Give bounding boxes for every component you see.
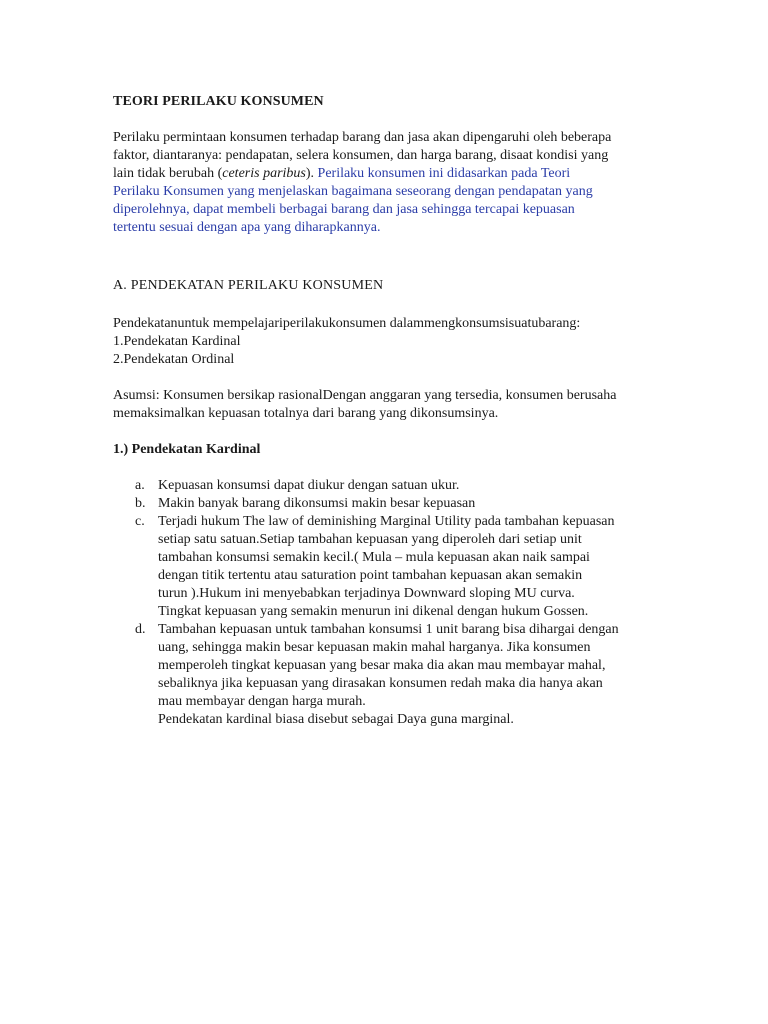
list-item-line: mau membayar dengan harga murah. bbox=[158, 694, 366, 709]
list-item-line: Pendekatan kardinal biasa disebut sebagai Daya guna marginal. bbox=[158, 712, 514, 727]
list-marker: b. bbox=[135, 496, 146, 511]
intro-paragraph bbox=[113, 129, 661, 237]
list-item-line: Tingkat kepuasan yang semakin menurun ini dikenal dengan hukum Gossen. bbox=[158, 604, 589, 619]
list-item-line: memperoleh tingkat kepuasan yang besar maka dia akan mau membayar mahal, bbox=[158, 658, 606, 673]
assumption-line: memaksimalkan kepuasan totalnya dari barang yang dikonsumsinya. bbox=[113, 406, 499, 421]
document-title: TEORI PERILAKU KONSUMEN bbox=[113, 94, 324, 109]
list-item bbox=[113, 477, 661, 495]
intro-line: diperolehnya, dapat membeli berbagai barang dan jasa sehingga tercapai kepuasan bbox=[113, 202, 575, 217]
list-item-line: Makin banyak barang dikonsumsi makin besar kepuasan bbox=[158, 496, 476, 511]
section-a-heading: A. PENDEKATAN PERILAKU KONSUMEN bbox=[113, 278, 384, 293]
kardinal-list bbox=[113, 477, 661, 729]
intro-italic-term: ceteris paribus bbox=[222, 166, 306, 181]
approach-lead: Pendekatanuntuk mempelajariperilakukonsumen dalammengkonsumsisuatubarang: bbox=[113, 316, 581, 331]
list-item-line: dengan titik tertentu atau saturation point tambahan kepuasan akan semakin bbox=[158, 568, 583, 583]
list-item-line: uang, sehingga makin besar kepuasan makin mahal harganya. Jika konsumen bbox=[158, 640, 591, 655]
intro-blue-text: Perilaku konsumen ini didasarkan pada Teori bbox=[314, 166, 571, 181]
list-item-line: Terjadi hukum The law of deminishing Marginal Utility pada tambahan kepuasan bbox=[158, 514, 615, 529]
intro-line: Perilaku Konsumen yang menjelaskan bagaimana seseorang dengan pendapatan yang bbox=[113, 184, 593, 199]
list-marker: c. bbox=[135, 514, 145, 529]
list-item bbox=[113, 621, 661, 729]
intro-line: faktor, diantaranya: pendapatan, selera konsumen, dan harga barang, disaat kondisi yang bbox=[113, 148, 609, 163]
intro-text: ). bbox=[305, 166, 315, 181]
list-item-line: tambahan konsumsi semakin kecil.( Mula – mula kepuasan akan naik sampai bbox=[158, 550, 590, 565]
list-item-line: setiap satu satuan.Setiap tambahan kepuasan yang diperoleh dari setiap unit bbox=[158, 532, 582, 547]
list-item bbox=[113, 513, 661, 621]
list-item-line: Tambahan kepuasan untuk tambahan konsumsi 1 unit barang bisa dihargai dengan bbox=[158, 622, 619, 637]
intro-line: Perilaku permintaan konsumen terhadap barang dan jasa akan dipengaruhi oleh beberapa bbox=[113, 130, 612, 145]
assumption-line: Asumsi: Konsumen bersikap rasionalDengan anggaran yang tersedia, konsumen berusaha bbox=[113, 388, 617, 403]
approach-item-1: 1.Pendekatan Kardinal bbox=[113, 334, 241, 349]
list-marker: a. bbox=[135, 478, 145, 493]
list-item-line: turun ).Hukum ini menyebabkan terjadinya Downward sloping MU curva. bbox=[158, 586, 575, 601]
document-page bbox=[113, 93, 661, 729]
intro-line bbox=[113, 165, 661, 183]
intro-line: tertentu sesuai dengan apa yang diharapkannya. bbox=[113, 220, 381, 235]
list-item bbox=[113, 495, 661, 513]
intro-text: lain tidak berubah ( bbox=[113, 166, 223, 181]
list-item-line: Kepuasan konsumsi dapat diukur dengan satuan ukur. bbox=[158, 478, 460, 493]
approach-item-2: 2.Pendekatan Ordinal bbox=[113, 352, 235, 367]
kardinal-heading: 1.) Pendekatan Kardinal bbox=[113, 442, 261, 457]
list-marker: d. bbox=[135, 622, 146, 637]
list-item-line: sebaliknya jika kepuasan yang dirasakan konsumen redah maka dia hanya akan bbox=[158, 676, 603, 691]
